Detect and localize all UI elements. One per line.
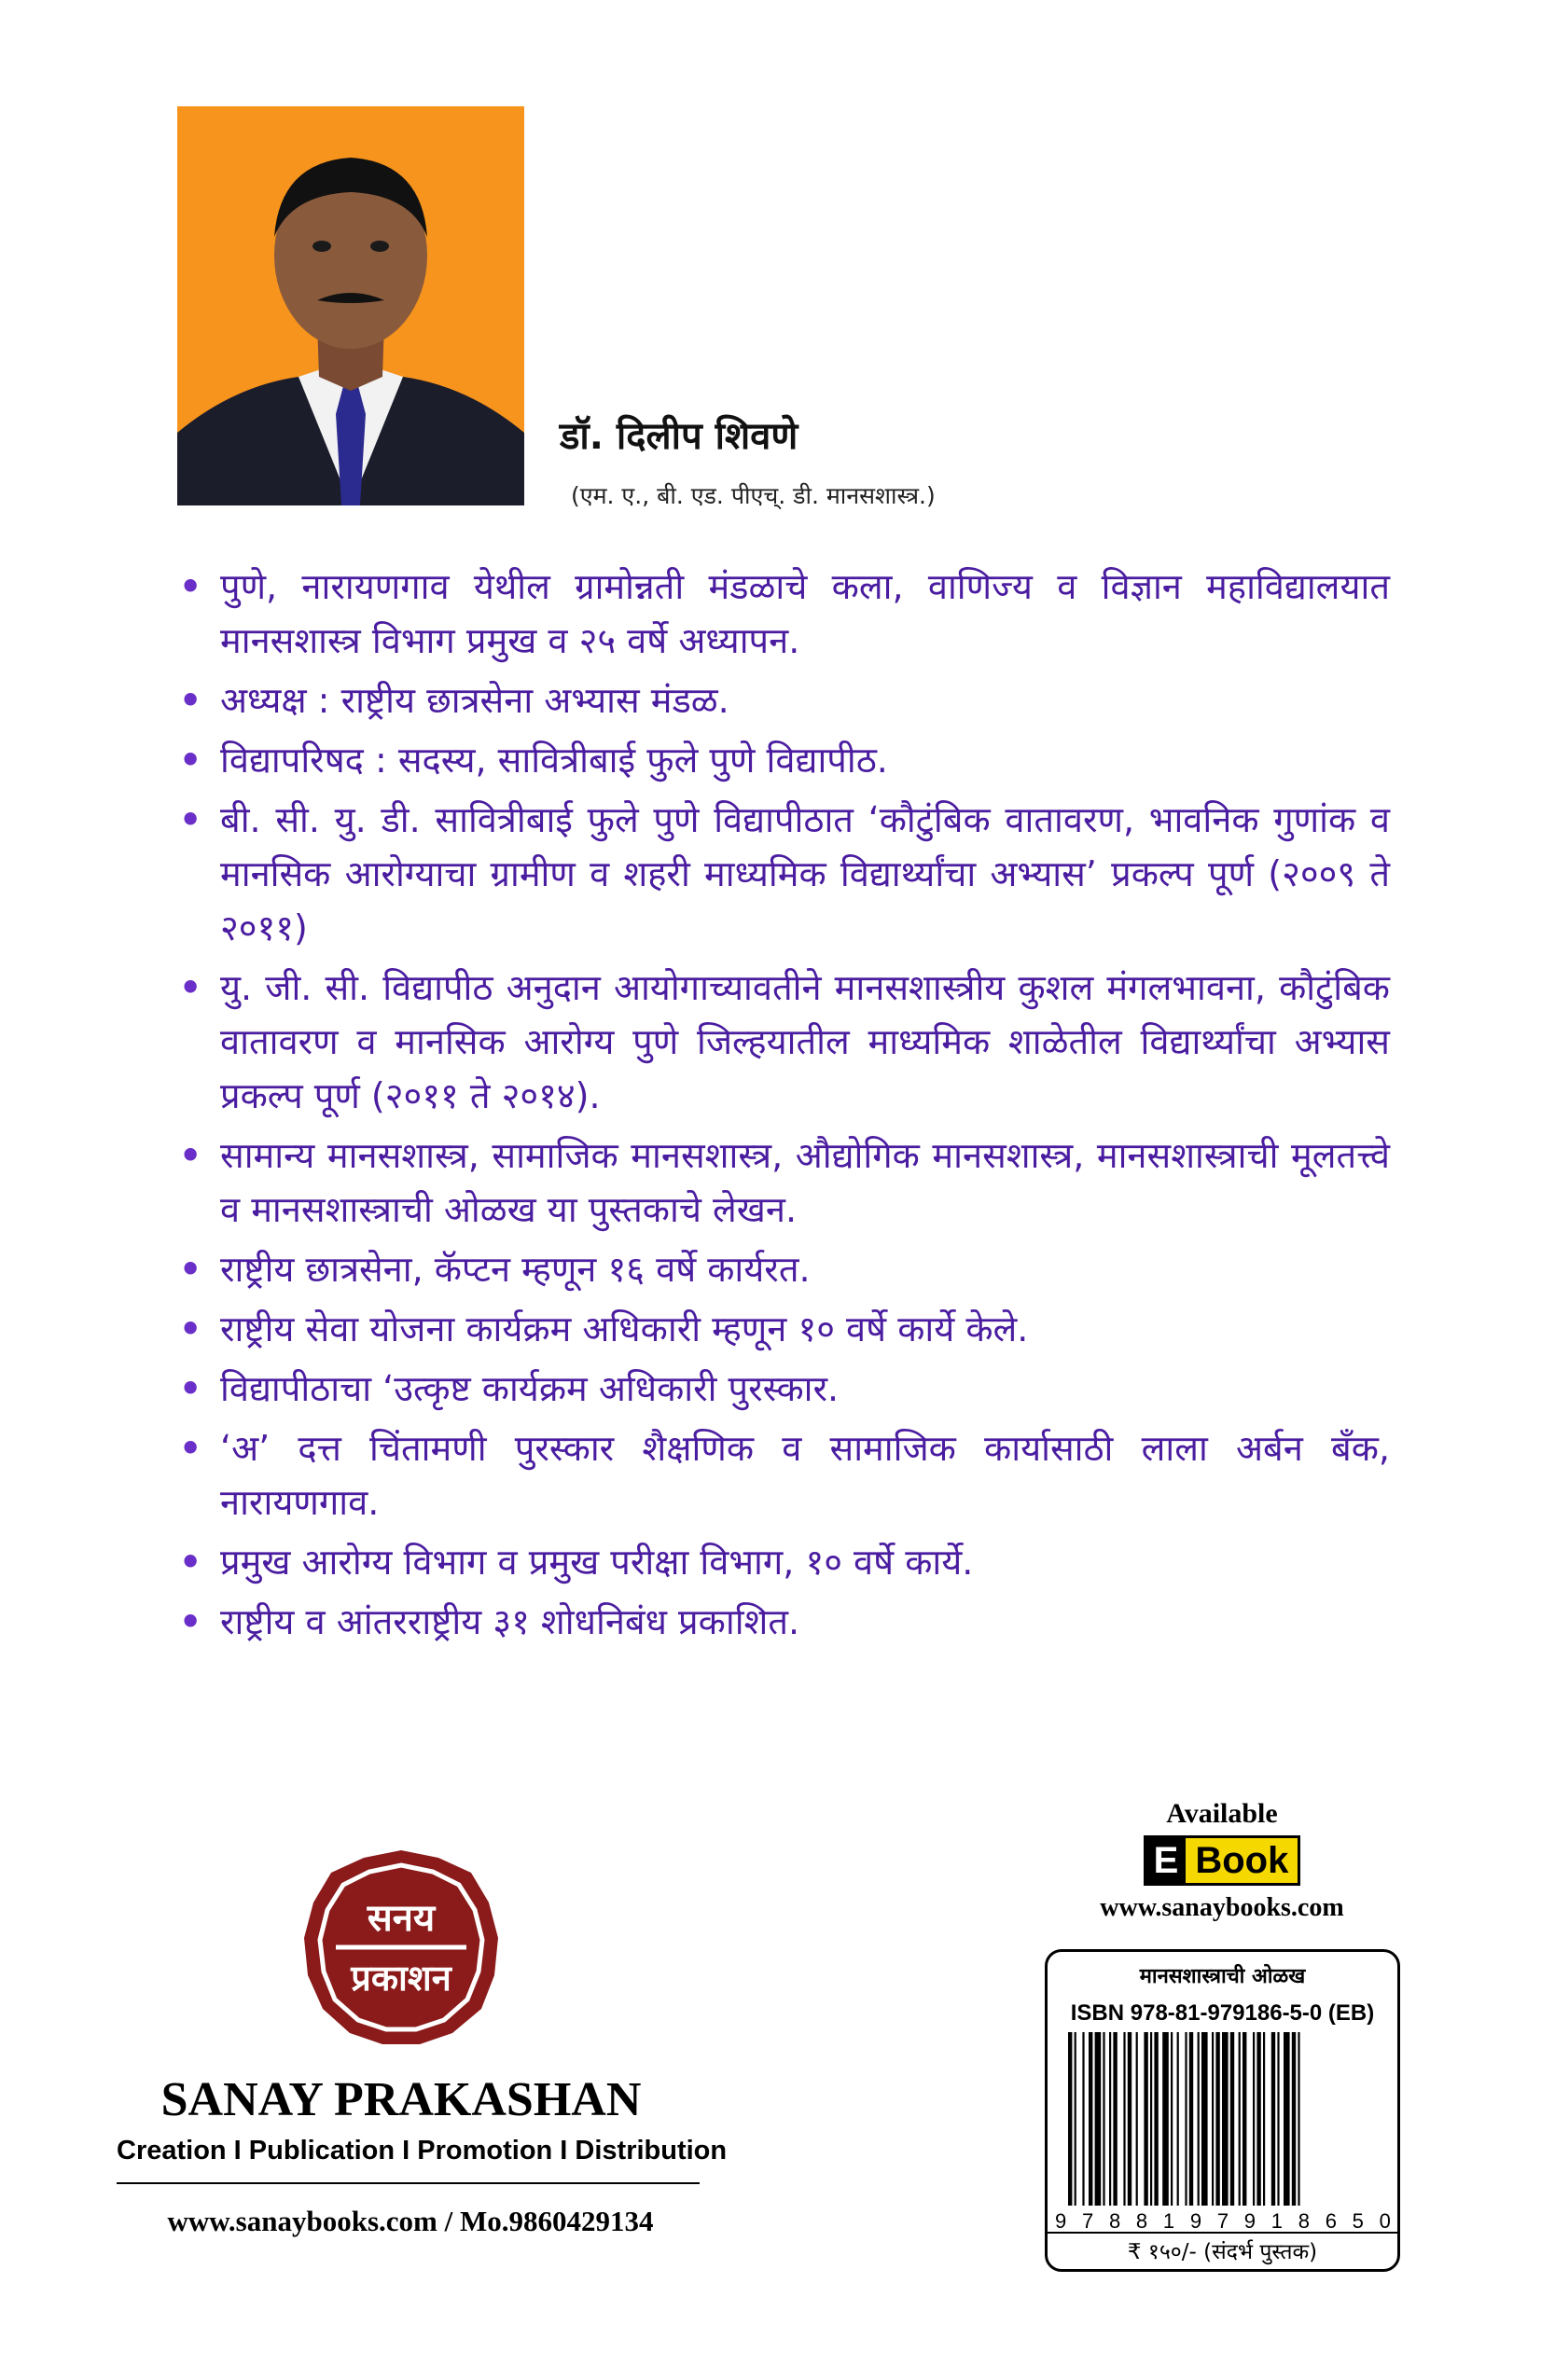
bullet-icon: • <box>179 1308 202 1349</box>
book-title: मानसशास्त्राची ओळख <box>1139 1965 1306 1988</box>
barcode-digit: 1 <box>1270 2209 1283 2233</box>
barcode-bar <box>1284 2032 1290 2206</box>
bullet-icon: • <box>179 1135 202 1176</box>
bio-text: प्रमुख आरोग्य विभाग व प्रमुख परीक्षा विभाग, १० वर्षे कार्ये. <box>220 1542 974 1583</box>
author-photo <box>177 106 524 505</box>
barcode-icon <box>1066 2032 1380 2206</box>
barcode-digit: 5 <box>1352 2209 1364 2233</box>
barcode-bar <box>1068 2032 1072 2206</box>
logo-text: सनय <box>367 1897 436 1940</box>
ebook-availability <box>1082 1798 1362 1923</box>
bio-text: ‘अ’ दत्त चिंतामणी पुरस्कार शैक्षणिक व सामाजिक कार्यासाठी लाला अर्बन बँक, नारायणगाव. <box>220 1428 1390 1523</box>
barcode-bar <box>1201 2032 1208 2206</box>
list-item <box>168 1421 1390 1529</box>
list-item <box>168 1362 1390 1416</box>
author-name: डॉ. दिलीप शिवणे <box>560 415 798 458</box>
barcode-bar <box>1109 2032 1111 2206</box>
ebook-e-letter: E <box>1146 1838 1187 1883</box>
barcode-bar <box>1089 2032 1092 2206</box>
list-item <box>168 1242 1390 1296</box>
bio-text: बी. सी. यु. डी. सावित्रीबाई फुले पुणे विद्यापीठात ‘कौटुंबिक वातावरण, भावनिक गुणांक व मानसिक आरोग्याचा ग्रामीण व शहरी माध्यमिक विद्यार्थ्यांचा अभ्यास’ प्रकल्प पूर्ण (२००९ ते २०११) <box>220 799 1390 948</box>
list-item <box>168 560 1390 668</box>
list-item <box>168 1595 1390 1649</box>
barcode-bar <box>1222 2032 1229 2206</box>
list-item <box>168 673 1390 727</box>
barcode-box <box>1045 1949 1400 2272</box>
barcode-digit: 0 <box>1379 2209 1391 2233</box>
barcode-bar <box>1189 2032 1193 2206</box>
bullet-icon: • <box>179 1249 202 1290</box>
barcode-digit: 8 <box>1298 2209 1310 2233</box>
barcode-digit: 6 <box>1325 2209 1337 2233</box>
barcode-bar <box>1123 2032 1125 2206</box>
barcode-bar <box>1271 2032 1275 2206</box>
bio-text: राष्ट्रीय सेवा योजना कार्यक्रम अधिकारी म्हणून १० वर्षे कार्ये केले. <box>220 1308 1029 1349</box>
author-portrait-icon <box>177 106 524 505</box>
barcode-bar <box>1185 2032 1187 2206</box>
list-item <box>168 961 1390 1123</box>
publisher-tagline: Creation I Publication I Promotion I Distribution <box>117 2136 728 2166</box>
barcode-bar <box>1256 2032 1260 2206</box>
author-degrees: (एम. ए., बी. एड. पीएच्. डी. मानसशास्त्र.) <box>571 482 936 509</box>
barcode-bar <box>1113 2032 1117 2206</box>
barcode-digit: 1 <box>1162 2209 1175 2233</box>
publisher-name: SANAY PRAKASHAN <box>160 2073 642 2126</box>
barcode-bar <box>1292 2032 1296 2206</box>
bio-text: सामान्य मानसशास्त्र, सामाजिक मानसशास्त्र, औद्योगिक मानसशास्त्र, मानसशास्त्राची मूलतत्त्वे व मानसशास्त्राची ओळख या पुस्तकाचे लेखन. <box>220 1135 1390 1230</box>
bio-text: राष्ट्रीय व आंतरराष्ट्रीय ३१ शोधनिबंध प्रकाशित. <box>220 1601 800 1642</box>
barcode-digit: 7 <box>1216 2209 1229 2233</box>
bullet-icon: • <box>179 566 202 607</box>
barcode-bar <box>1162 2032 1169 2206</box>
barcode-bar <box>1177 2032 1179 2206</box>
barcode-bar <box>1154 2032 1158 2206</box>
bullet-icon: • <box>179 1428 202 1469</box>
bullet-icon: • <box>179 740 202 781</box>
barcode-bar <box>1215 2032 1219 2206</box>
logo-text: प्रकाशन <box>351 1958 451 1999</box>
barcode-bar <box>1298 2032 1299 2206</box>
sanay-prakashan-seal-icon <box>298 1845 504 2050</box>
list-item <box>168 1535 1390 1589</box>
ebook-book-label: Book <box>1195 1840 1289 1881</box>
barcode-bar <box>1198 2032 1200 2206</box>
bullet-icon: • <box>179 1601 202 1642</box>
barcode-digit: 9 <box>1189 2209 1202 2233</box>
barcode-bar <box>1212 2032 1214 2206</box>
bio-text: राष्ट्रीय छात्रसेना, कॅप्टन म्हणून १६ वर्षे कार्यरत. <box>220 1249 811 1290</box>
barcode-bar <box>1239 2032 1241 2206</box>
barcode-bar <box>1253 2032 1255 2206</box>
price-divider <box>1048 2232 1397 2234</box>
publisher-logo <box>298 1845 504 2050</box>
ebook-badge <box>1144 1835 1301 1886</box>
bullet-icon: • <box>179 1368 202 1409</box>
bullet-icon: • <box>179 967 202 1008</box>
list-item <box>168 1128 1390 1237</box>
bio-text: विद्यापरिषद : सदस्य, सावित्रीबाई फुले पुणे विद्यापीठ. <box>220 740 888 781</box>
bio-text: पुणे, नारायणगाव येथील ग्रामोन्नती मंडळाचे कला, वाणिज्य व विज्ञान महाविद्यालयात मानसशास्त्र विभाग प्रमुख व २५ वर्षे अध्यापन. <box>220 566 1390 661</box>
bio-text: विद्यापीठाचा ‘उत्कृष्ट कार्यक्रम अधिकारी पुरस्कार. <box>220 1368 840 1409</box>
ebook-url: www.sanaybooks.com <box>1100 1893 1344 1922</box>
list-item <box>168 793 1390 955</box>
barcode-digit: 8 <box>1108 2209 1121 2233</box>
barcode-bar <box>1144 2032 1147 2206</box>
barcode-bar <box>1171 2032 1173 2206</box>
barcode-bar <box>1150 2032 1152 2206</box>
list-item <box>168 1302 1390 1356</box>
bullet-icon: • <box>179 799 202 840</box>
barcode-bar <box>1230 2032 1234 2206</box>
barcode-bar <box>1136 2032 1138 2206</box>
author-bio-list <box>168 560 1390 1654</box>
barcode-bar <box>1103 2032 1104 2206</box>
barcode-bar <box>1243 2032 1246 2206</box>
publisher-contact: www.sanaybooks.com / Mo.9860429134 <box>167 2205 654 2237</box>
barcode-bar <box>1263 2032 1265 2206</box>
bullet-icon: • <box>179 1542 202 1583</box>
barcode-bar <box>1277 2032 1279 2206</box>
price: ₹ १५०/- (संदर्भ पुस्तक) <box>1127 2240 1318 2264</box>
barcode-digit: 8 <box>1135 2209 1148 2233</box>
barcode-bar <box>1075 2032 1076 2206</box>
barcode-digit: 7 <box>1081 2209 1094 2233</box>
barcode-bar <box>1095 2032 1102 2206</box>
list-item <box>168 733 1390 787</box>
bullet-icon: • <box>179 680 202 721</box>
barcode-digit: 9 <box>1055 2209 1067 2233</box>
barcode-digits <box>1055 2209 1391 2234</box>
barcode-digit: 9 <box>1243 2209 1256 2233</box>
divider <box>117 2182 700 2184</box>
isbn: ISBN 978-81-979186-5-0 (EB) <box>1070 2000 1375 2026</box>
barcode-bar <box>1128 2032 1131 2206</box>
bio-text: अध्यक्ष : राष्ट्रीय छात्रसेना अभ्यास मंडळ. <box>220 680 729 721</box>
bio-text: यु. जी. सी. विद्यापीठ अनुदान आयोगाच्यावतीने मानसशास्त्रीय कुशल मंगलभावना, कौटुंबिक वातावरण व मानसिक आरोग्य पुणे जिल्हयातील माध्यमिक शाळेतील विद्यार्थ्यांचा अभ्यास प्रकल्प पूर्ण (२०११ ते २०१४). <box>220 967 1390 1116</box>
ebook-available-label: Available <box>1166 1798 1278 1829</box>
barcode-bar <box>1082 2032 1084 2206</box>
